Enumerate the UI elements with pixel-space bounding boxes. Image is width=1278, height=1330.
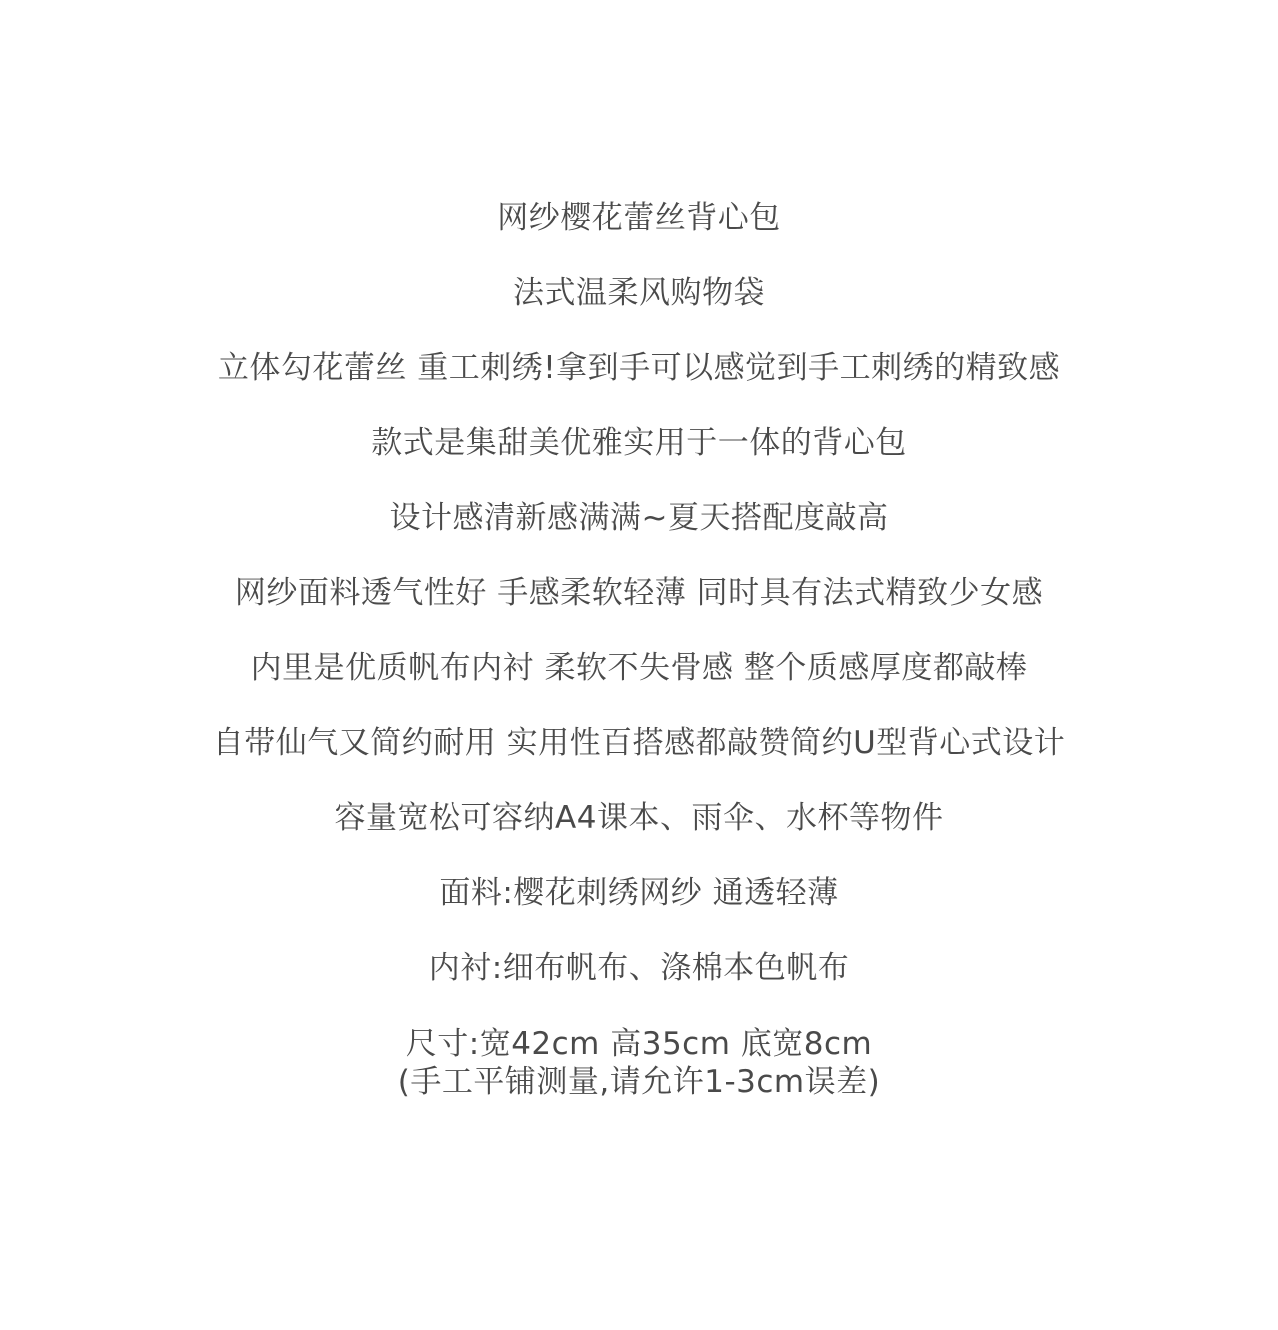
description-line: 设计感清新感满满~夏天搭配度敲高 xyxy=(389,500,889,536)
size-line: 尺寸:宽42cm 高35cm 底宽8cm xyxy=(405,1026,873,1062)
lining-line: 内衬:细布帆布、涤棉本色帆布 xyxy=(428,950,850,986)
material-line: 面料:樱花刺绣网纱 通透轻薄 xyxy=(439,875,839,911)
description-line: 网纱面料透气性好 手感柔软轻薄 同时具有法式精致少女感 xyxy=(234,575,1044,611)
description-line: 自带仙气又简约耐用 实用性百搭感都敲赞简约U型背心式设计 xyxy=(212,725,1066,761)
description-line: 内里是优质帆布内衬 柔软不失骨感 整个质感厚度都敲棒 xyxy=(250,650,1028,686)
description-line: 立体勾花蕾丝 重工刺绣!拿到手可以感觉到手工刺绣的精致感 xyxy=(217,350,1061,386)
product-title: 网纱樱花蕾丝背心包 xyxy=(497,200,781,236)
description-line: 款式是集甜美优雅实用于一体的背心包 xyxy=(371,425,907,461)
description-line: 容量宽松可容纳A4课本、雨伞、水杯等物件 xyxy=(334,800,944,836)
measurement-note: (手工平铺测量,请允许1-3cm误差) xyxy=(397,1064,881,1100)
product-subtitle: 法式温柔风购物袋 xyxy=(513,275,765,311)
